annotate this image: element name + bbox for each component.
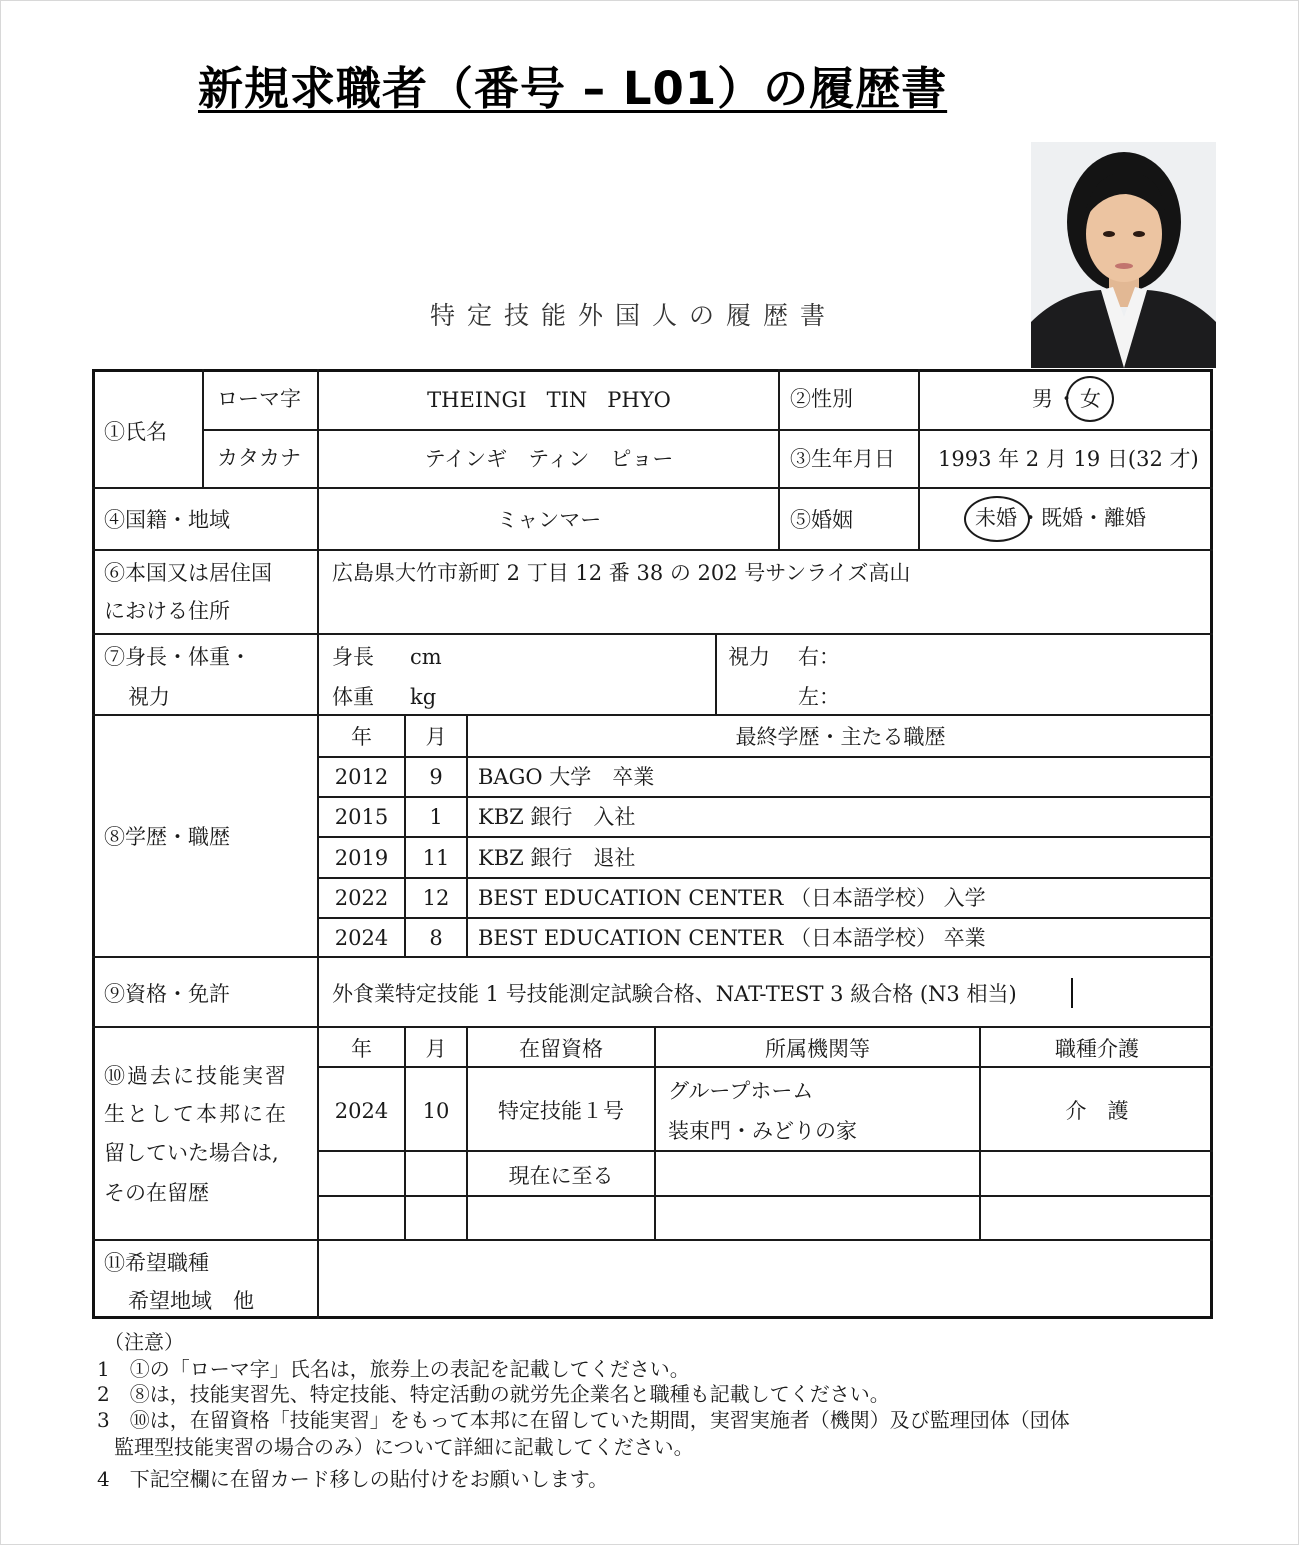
- residence-row-job: 介 護: [1065, 1099, 1129, 1123]
- residence-header-status: 在留資格: [519, 1037, 603, 1061]
- history-row-content: KBZ 銀行 入社: [478, 805, 636, 829]
- gender-male: 男: [1032, 387, 1053, 411]
- history-row-content: BEST EDUCATION CENTER （日本語学校） 入学: [478, 886, 986, 910]
- note-item: 2 ⑧は，技能実習先、特定技能、特定活動の就労先企業名と職種も記載してください。: [97, 1382, 890, 1406]
- history-row-year: 2015: [334, 805, 389, 829]
- birth-label: ③生年月日: [790, 447, 895, 471]
- gender-separator: ・: [1056, 387, 1077, 411]
- body-label-line1: ⑦身長・体重・: [104, 645, 251, 669]
- vision-label: 視力: [728, 645, 770, 669]
- residence-row-month: 10: [422, 1099, 450, 1123]
- weight-label: 体重: [332, 685, 374, 709]
- address-value: 広島県大竹市新町 2 丁目 12 番 38 の 202 号サンライズ高山: [332, 561, 911, 585]
- history-row-month: 1: [429, 805, 443, 829]
- gender-selected-circle: [1066, 376, 1114, 422]
- note-item: 1 ①の「ローマ字」氏名は，旅券上の表記を記載してください。: [97, 1357, 690, 1381]
- portrait-photo-icon: [1031, 142, 1216, 368]
- form-title: 特定技能外国人の履歴書: [430, 301, 838, 330]
- history-header-year: 年: [351, 725, 372, 749]
- residence-row-year: 2024: [334, 1099, 389, 1123]
- marriage-label: ⑤婚姻: [790, 508, 853, 532]
- gender-label: ②性別: [790, 387, 853, 411]
- height-label: 身長: [332, 645, 374, 669]
- residence-label-line3: 留していた場合は,: [104, 1141, 279, 1165]
- birth-value: 1993 年 2 月 19 日(32 才): [938, 447, 1199, 471]
- note-item: 3 ⑩は，在留資格「技能実習」をもって本邦に在留していた期間，実習実施者（機関）及び監理団体（団体: [97, 1408, 1070, 1432]
- history-row-year: 2019: [334, 846, 389, 870]
- residence-row-status: 特定技能１号: [498, 1099, 624, 1123]
- nationality-label: ④国籍・地域: [104, 508, 230, 532]
- history-row-year: 2024: [334, 926, 389, 950]
- history-row-content: BEST EDUCATION CENTER （日本語学校） 卒業: [478, 926, 986, 950]
- marriage-unmarried: 未婚: [975, 506, 1017, 530]
- body-label-line2: 視力: [128, 685, 170, 709]
- vision-right: 右：: [798, 645, 840, 669]
- residence-row2-status: 現在に至る: [508, 1164, 614, 1188]
- residence-header-org: 所属機関等: [765, 1037, 870, 1061]
- page-title: 新規求職者（番号 – L01）の履歴書: [198, 62, 948, 115]
- desired-label-line1: ⑪希望職種: [104, 1251, 209, 1275]
- residence-label-line2: 生として本邦に在: [104, 1102, 288, 1126]
- note-item: 監理型技能実習の場合のみ）について詳細に記載してください。: [114, 1435, 694, 1459]
- marriage-selected-circle: [964, 496, 1030, 542]
- name-label: ①氏名: [104, 420, 167, 444]
- desired-label-line2: 希望地域 他: [128, 1289, 254, 1313]
- residence-label-line1: ⑩過去に技能実習: [104, 1064, 288, 1088]
- katakana-value: テインギ ティン ピョー: [424, 447, 674, 471]
- history-row-content: KBZ 銀行 退社: [478, 846, 636, 870]
- history-row-content: BAGO 大学 卒業: [478, 765, 655, 789]
- history-row-year: 2022: [334, 886, 389, 910]
- text-cursor: [1071, 978, 1073, 1008]
- licenses-value: 外食業特定技能 1 号技能測定試験合格、NAT-TEST 3 級合格 (N3 相当): [332, 982, 1017, 1006]
- nationality-value: ミャンマー: [496, 508, 602, 532]
- vision-left: 左：: [798, 685, 840, 709]
- history-row-month: 12: [422, 886, 450, 910]
- licenses-label: ⑨資格・免許: [104, 982, 230, 1006]
- residence-row-org-line1: グループホーム: [668, 1079, 814, 1103]
- history-header-month: 月: [425, 725, 447, 749]
- history-row-month: 11: [422, 846, 450, 870]
- katakana-label: カタカナ: [217, 446, 301, 470]
- height-unit: cm: [410, 645, 442, 669]
- romaji-value: THEINGI TIN PHYO: [427, 388, 671, 412]
- residence-header-month: 月: [425, 1037, 447, 1061]
- residence-row-org-line2: 装束門・みどりの家: [668, 1119, 857, 1143]
- address-label-line1: ⑥本国又は居住国: [104, 561, 272, 585]
- notes-heading: （注意）: [104, 1330, 184, 1354]
- residence-label-line4: その在留歴: [104, 1181, 209, 1205]
- residence-header-job: 職種介護: [1055, 1037, 1139, 1061]
- applicant-photo: [1031, 142, 1216, 368]
- residence-header-year: 年: [351, 1037, 372, 1061]
- gender-female: 女: [1080, 387, 1101, 411]
- history-header-content: 最終学歴・主たる職歴: [735, 725, 946, 749]
- address-label-line2: における住所: [104, 599, 230, 623]
- history-row-month: 9: [429, 765, 443, 789]
- marriage-other-options: ・既婚・離婚: [1020, 506, 1146, 530]
- history-label: ⑧学歴・職歴: [104, 825, 230, 849]
- history-row-year: 2012: [334, 765, 389, 789]
- note-item: 4 下記空欄に在留カード移しの貼付けをお願いします。: [97, 1467, 609, 1491]
- history-row-month: 8: [429, 926, 443, 950]
- weight-unit: kg: [410, 685, 437, 709]
- romaji-label: ローマ字: [217, 387, 301, 411]
